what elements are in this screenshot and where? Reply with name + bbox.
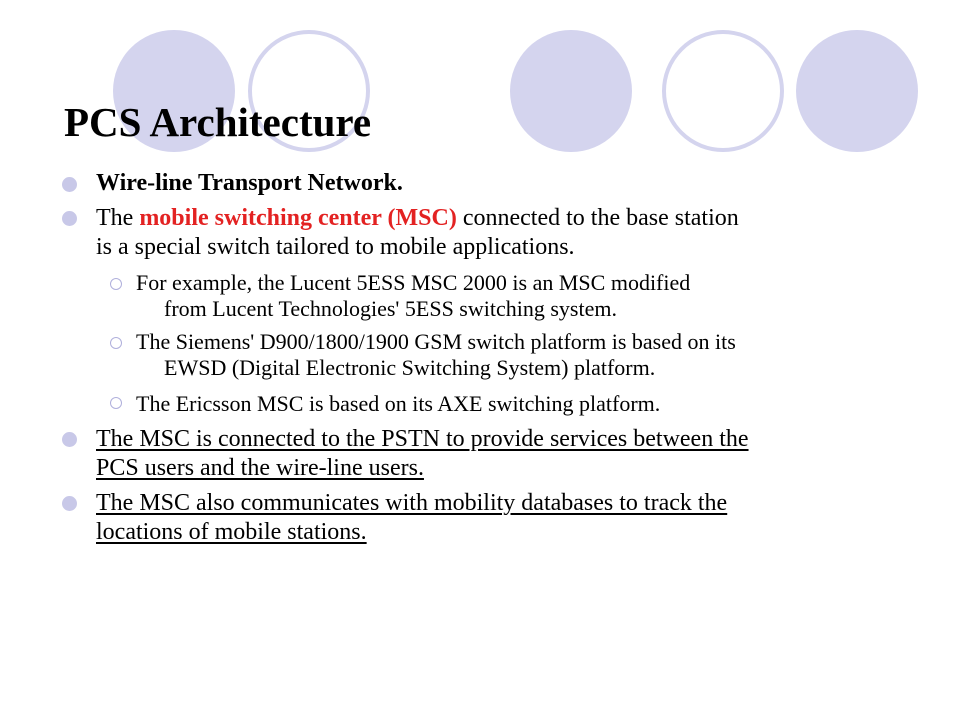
sub-bullet-lucent: For example, the Lucent 5ESS MSC 2000 is an MSC modified from Lucent Technologies' 5ESS switching system. <box>136 270 691 321</box>
bullet-text-line2: is a special switch tailored to mobile applications. <box>96 234 575 260</box>
bullet-text: Wire-line Transport Network. <box>96 170 403 196</box>
bullet-msc-databases: The MSC also communicates with mobility databases to track the locations of mobile stations. <box>96 490 728 545</box>
decor-circle-filled-2 <box>510 30 632 152</box>
bullet-wireline <box>96 169 403 198</box>
bullet-msc-pstn: The MSC is connected to the PSTN to provide services between the PCS users and the wire-line users. <box>96 426 749 481</box>
sub-bullet-siemens: The Siemens' D900/1800/1900 GSM switch platform is based on its EWSD (Digital Electronic Switching System) platform. <box>136 329 736 380</box>
slide-title: PCS Architecture <box>64 99 372 145</box>
decor-circle-ring-2 <box>662 30 784 152</box>
sub-bullet-icon <box>110 397 122 409</box>
bullet-icon <box>62 211 77 226</box>
bullet-text-pre: The <box>96 205 140 231</box>
bullet-icon <box>62 177 77 192</box>
bullet-icon <box>62 496 77 511</box>
bullet-msc <box>96 204 739 262</box>
decor-circle-filled-3 <box>796 30 918 152</box>
bullet-icon <box>62 432 77 447</box>
bullet-highlight: mobile switching center (MSC) <box>139 205 457 231</box>
sub-bullet-icon <box>110 278 122 290</box>
sub-bullet-icon <box>110 337 122 349</box>
bullet-text-post: connected to the base station <box>456 205 739 231</box>
sub-bullet-ericsson: The Ericsson MSC is based on its AXE switching platform. <box>136 391 661 416</box>
